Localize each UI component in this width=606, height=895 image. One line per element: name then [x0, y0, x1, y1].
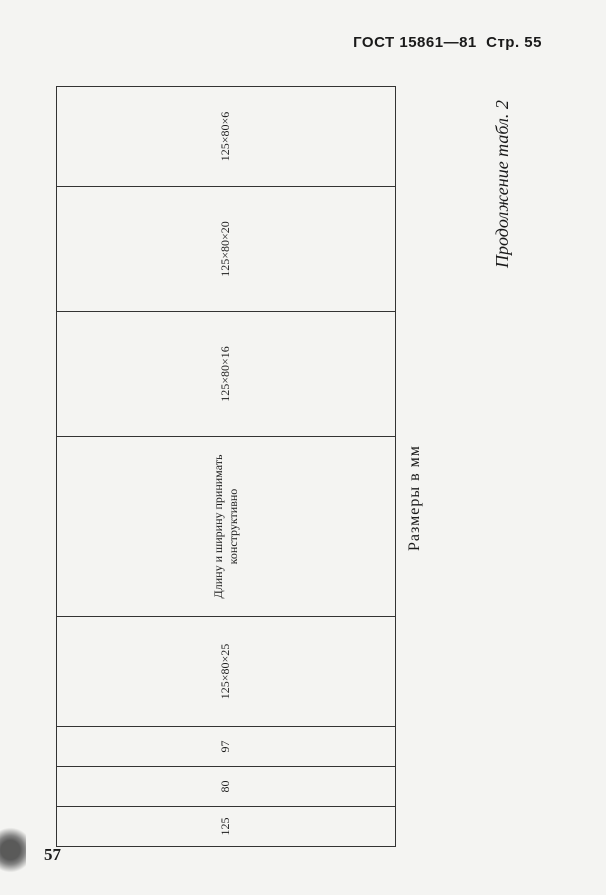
- L-value-4: 125: [57, 807, 396, 847]
- H-value-1: 97: [57, 727, 396, 767]
- B-value-80: 80: [57, 767, 396, 807]
- page-header: [353, 34, 542, 51]
- pos2-note-text: Длину и ширину принимать конструктивно: [211, 454, 240, 599]
- pos4-value-1: 125×80×20: [57, 187, 396, 312]
- dimensions-table: [56, 86, 396, 847]
- pos1-value-1: 125×80×25: [57, 617, 396, 727]
- table-body: [57, 87, 396, 847]
- continuation-label: Продолжение табл. 2: [492, 100, 512, 268]
- section-title: Размеры в мм: [406, 445, 423, 551]
- pos5-value-1: 125×80×6: [57, 87, 396, 187]
- page-number: 57: [44, 845, 61, 864]
- scan-blot: [0, 822, 26, 878]
- rotated-table-area: [56, 75, 546, 853]
- pos2-note: [57, 437, 396, 617]
- page-label: Стр. 55: [486, 34, 542, 51]
- pos3-value-1: 125×80×16: [57, 312, 396, 437]
- standard-code: ГОСТ 15861—81: [353, 34, 477, 51]
